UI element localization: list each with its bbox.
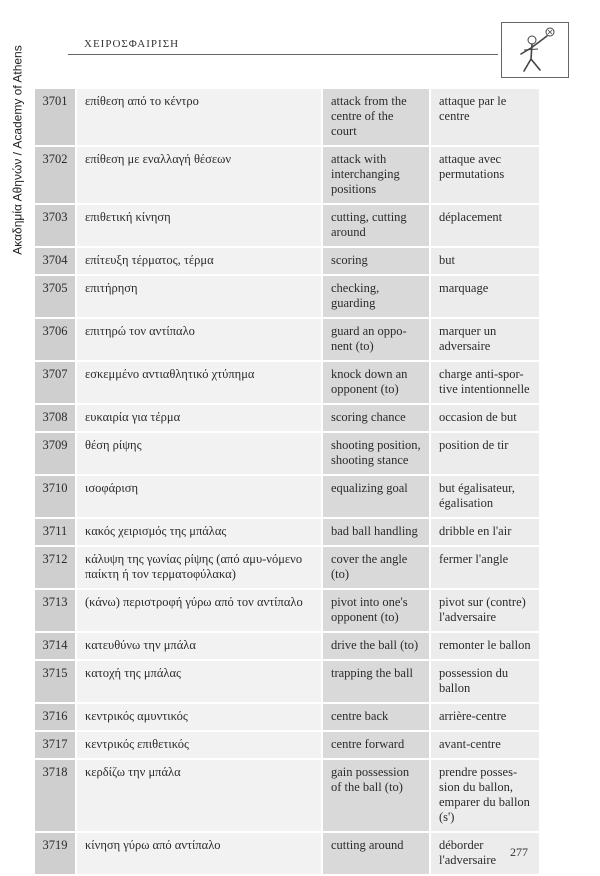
page-number: 277 <box>510 845 528 859</box>
table-row <box>35 660 539 703</box>
greek-term: επιθετική κίνηση <box>76 204 322 247</box>
english-term: pivot into one's opponent (to) <box>322 589 430 632</box>
english-term: shooting position, shooting stance <box>322 432 430 475</box>
entry-number: 3702 <box>35 146 76 204</box>
greek-term: εσκεμμένο αντιαθλητικό χτύπημα <box>76 361 322 404</box>
greek-term: κερδίζω την μπάλα <box>76 759 322 832</box>
entry-number: 3709 <box>35 432 76 475</box>
table-row <box>35 247 539 275</box>
table-row <box>35 361 539 404</box>
entry-number: 3707 <box>35 361 76 404</box>
french-term: déborder l'adversaire <box>430 832 539 875</box>
french-term: charge anti-spor-tive intentionnelle <box>430 361 539 404</box>
glossary-table <box>35 89 539 876</box>
english-term: scoring <box>322 247 430 275</box>
french-term: remonter le ballon <box>430 632 539 660</box>
english-term: centre back <box>322 703 430 731</box>
greek-term: επίτευξη τέρματος, τέρμα <box>76 247 322 275</box>
table-row <box>35 146 539 204</box>
english-term: equalizing goal <box>322 475 430 518</box>
entry-number: 3705 <box>35 275 76 318</box>
table-row <box>35 546 539 589</box>
english-term: knock down an opponent (to) <box>322 361 430 404</box>
greek-term: ισοφάριση <box>76 475 322 518</box>
entry-number: 3715 <box>35 660 76 703</box>
table-row <box>35 318 539 361</box>
greek-term: ευκαιρία για τέρμα <box>76 404 322 432</box>
entry-number: 3711 <box>35 518 76 546</box>
greek-term: κίνηση γύρω από αντίπαλο <box>76 832 322 875</box>
greek-term: επίθεση από το κέντρο <box>76 89 322 146</box>
header-rule <box>68 54 498 55</box>
english-term: scoring chance <box>322 404 430 432</box>
french-term: but égalisateur, égalisation <box>430 475 539 518</box>
entry-number: 3710 <box>35 475 76 518</box>
side-credit-text: Ακαδημία Αθηνών / Academy of Athens <box>11 45 25 255</box>
english-term: drive the ball (to) <box>322 632 430 660</box>
entry-number: 3708 <box>35 404 76 432</box>
table-row <box>35 759 539 832</box>
french-term: prendre posses-sion du ballon, emparer du ballon (s') <box>430 759 539 832</box>
french-term: occasion de but <box>430 404 539 432</box>
french-term: marquer un adversaire <box>430 318 539 361</box>
entry-number: 3701 <box>35 89 76 146</box>
greek-term: (κάνω) περιστροφή γύρω από τον αντίπαλο <box>76 589 322 632</box>
table-row <box>35 89 539 146</box>
table-row <box>35 632 539 660</box>
table-row <box>35 703 539 731</box>
table-row <box>35 731 539 759</box>
table-row <box>35 404 539 432</box>
english-term: cutting around <box>322 832 430 875</box>
entry-number: 3718 <box>35 759 76 832</box>
greek-term: επιτήρηση <box>76 275 322 318</box>
greek-term: κάλυψη της γωνίας ρίψης (από αμυ-νόμενο παίκτη ή τον τερματοφύλακα) <box>76 546 322 589</box>
french-term: avant-centre <box>430 731 539 759</box>
french-term: marquage <box>430 275 539 318</box>
greek-term: κατευθύνω την μπάλα <box>76 632 322 660</box>
french-term: position de tir <box>430 432 539 475</box>
side-credit <box>4 0 32 300</box>
french-term: possession du ballon <box>430 660 539 703</box>
table-row <box>35 518 539 546</box>
header-title: ΧΕΙΡΟΣΦΑΙΡΙΣΗ <box>84 38 180 50</box>
english-term: bad ball handling <box>322 518 430 546</box>
entry-number: 3714 <box>35 632 76 660</box>
greek-term: κακός χειρισμός της μπάλας <box>76 518 322 546</box>
english-term: attack with interchanging positions <box>322 146 430 204</box>
table-row <box>35 204 539 247</box>
greek-term: κεντρικός αμυντικός <box>76 703 322 731</box>
greek-term: επιτηρώ τον αντίπαλο <box>76 318 322 361</box>
greek-term: επίθεση με εναλλαγή θέσεων <box>76 146 322 204</box>
entry-number: 3712 <box>35 546 76 589</box>
glossary-table-wrap <box>35 89 531 876</box>
entry-number: 3706 <box>35 318 76 361</box>
english-term: attack from the centre of the court <box>322 89 430 146</box>
table-row <box>35 432 539 475</box>
table-row <box>35 475 539 518</box>
greek-term: θέση ρίψης <box>76 432 322 475</box>
entry-number: 3704 <box>35 247 76 275</box>
french-term: but <box>430 247 539 275</box>
greek-term: κατοχή της μπάλας <box>76 660 322 703</box>
entry-number: 3703 <box>35 204 76 247</box>
page-header <box>34 30 534 66</box>
greek-term: κεντρικός επιθετικός <box>76 731 322 759</box>
french-term: attaque par le centre <box>430 89 539 146</box>
french-term: arrière-centre <box>430 703 539 731</box>
handball-player-icon <box>502 23 568 77</box>
french-term: fermer l'angle <box>430 546 539 589</box>
english-term: trapping the ball <box>322 660 430 703</box>
english-term: guard an oppo-nent (to) <box>322 318 430 361</box>
handball-logo-box <box>501 22 569 78</box>
french-term: dribble en l'air <box>430 518 539 546</box>
english-term: cutting, cutting around <box>322 204 430 247</box>
table-row <box>35 589 539 632</box>
entry-number: 3717 <box>35 731 76 759</box>
french-term: attaque avec permutations <box>430 146 539 204</box>
entry-number: 3719 <box>35 832 76 875</box>
table-row <box>35 832 539 875</box>
french-term: pivot sur (contre) l'adversaire <box>430 589 539 632</box>
english-term: checking, guarding <box>322 275 430 318</box>
english-term: centre forward <box>322 731 430 759</box>
table-row <box>35 275 539 318</box>
entry-number: 3713 <box>35 589 76 632</box>
english-term: cover the angle (to) <box>322 546 430 589</box>
english-term: gain possession of the ball (to) <box>322 759 430 832</box>
entry-number: 3716 <box>35 703 76 731</box>
french-term: déplacement <box>430 204 539 247</box>
